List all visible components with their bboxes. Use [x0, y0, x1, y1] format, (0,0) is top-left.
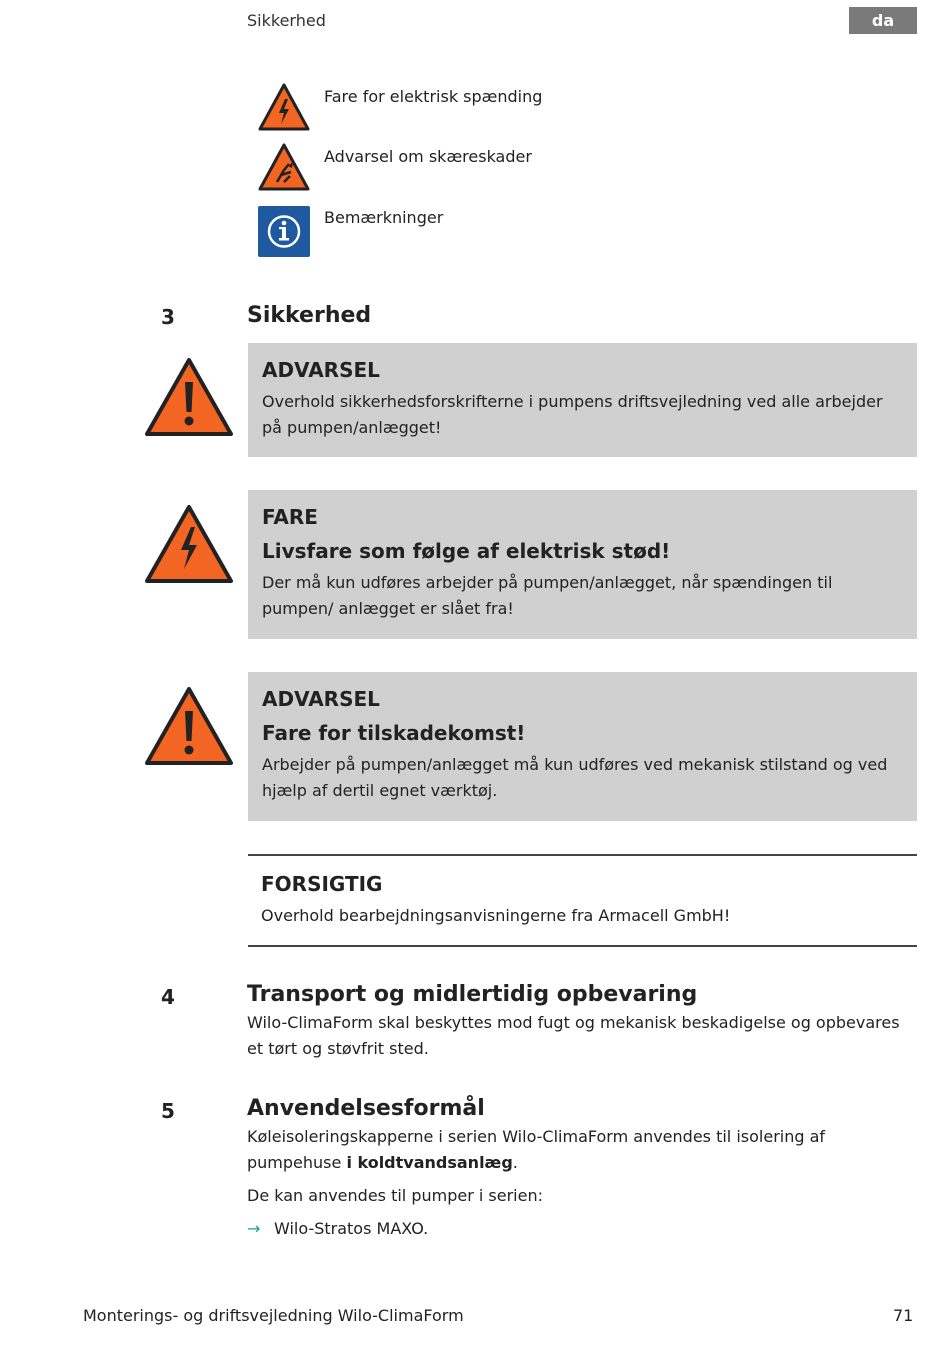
notice-text: Der må kun udføres arbejder på pumpen/anlægget, når spændingen til pumpen/ anlægget er slået fra! — [262, 573, 833, 618]
section-text — [247, 1124, 917, 1176]
list-item — [247, 1219, 428, 1238]
notice-box — [248, 343, 917, 457]
warning-icon — [143, 356, 235, 438]
notice-text: Arbejder på pumpen/anlægget må kun udføres ved mekanisk stilstand og ved hjælp af dertil egnet værktøj. — [262, 755, 888, 800]
notice-text: Overhold bearbejdningsanvisningerne fra Armacell GmbH! — [261, 906, 731, 925]
notice-keyword: FARE — [262, 505, 318, 529]
page-number: 71 — [893, 1306, 914, 1325]
legend-label-electric: Fare for elektrisk spænding — [324, 87, 543, 106]
legend-label-info: Bemærkninger — [324, 208, 444, 227]
list-item-text: Wilo-Stratos MAXO. — [274, 1219, 429, 1238]
notice-title: Livsfare som følge af elektrisk stød! — [262, 539, 671, 563]
legend-label-cut: Advarsel om skæreskader — [324, 147, 532, 166]
language-badge: da — [849, 7, 917, 34]
section-number: 5 — [161, 1099, 175, 1123]
section-text-end: . — [512, 1153, 518, 1172]
warning-icon — [143, 685, 235, 767]
electric-warning-icon — [143, 503, 235, 585]
section-number: 3 — [161, 305, 175, 329]
cut-warning-icon — [257, 142, 311, 192]
notice-box — [248, 490, 917, 639]
notice-keyword: ADVARSEL — [262, 358, 380, 382]
caution-box — [248, 854, 917, 947]
notice-keyword: ADVARSEL — [262, 687, 380, 711]
section-title: Anvendelsesformål — [247, 1096, 485, 1121]
notice-keyword: FORSIGTIG — [261, 872, 383, 896]
footer-document-title: Monterings- og driftsvejledning Wilo-ClimaForm — [83, 1306, 464, 1325]
section-text-emphasis: i koldtvandsanlæg — [346, 1153, 513, 1172]
section-title: Transport og midlertidig opbevaring — [247, 982, 698, 1007]
notice-box — [248, 672, 917, 821]
section-text-2: De kan anvendes til pumper i serien: — [247, 1186, 543, 1205]
arrow-right-icon: → — [247, 1219, 261, 1238]
section-number: 4 — [161, 985, 175, 1009]
section-text: Wilo-ClimaForm skal beskyttes mod fugt og mekanisk beskadigelse og opbevares et tørt og støvfrit sted. — [247, 1013, 900, 1058]
section-text-part: Køleisoleringskapperne i serien Wilo-ClimaForm anvendes til isolering af pumpehuse — [247, 1127, 826, 1172]
section-title: Sikkerhed — [247, 303, 372, 328]
running-header: Sikkerhed — [247, 11, 326, 30]
electric-warning-icon — [257, 82, 311, 132]
notice-text: Overhold sikkerhedsforskrifterne i pumpens driftsvejledning ved alle arbejder på pumpen/anlægget! — [262, 392, 883, 437]
info-icon — [257, 205, 311, 258]
notice-title: Fare for tilskadekomst! — [262, 721, 526, 745]
